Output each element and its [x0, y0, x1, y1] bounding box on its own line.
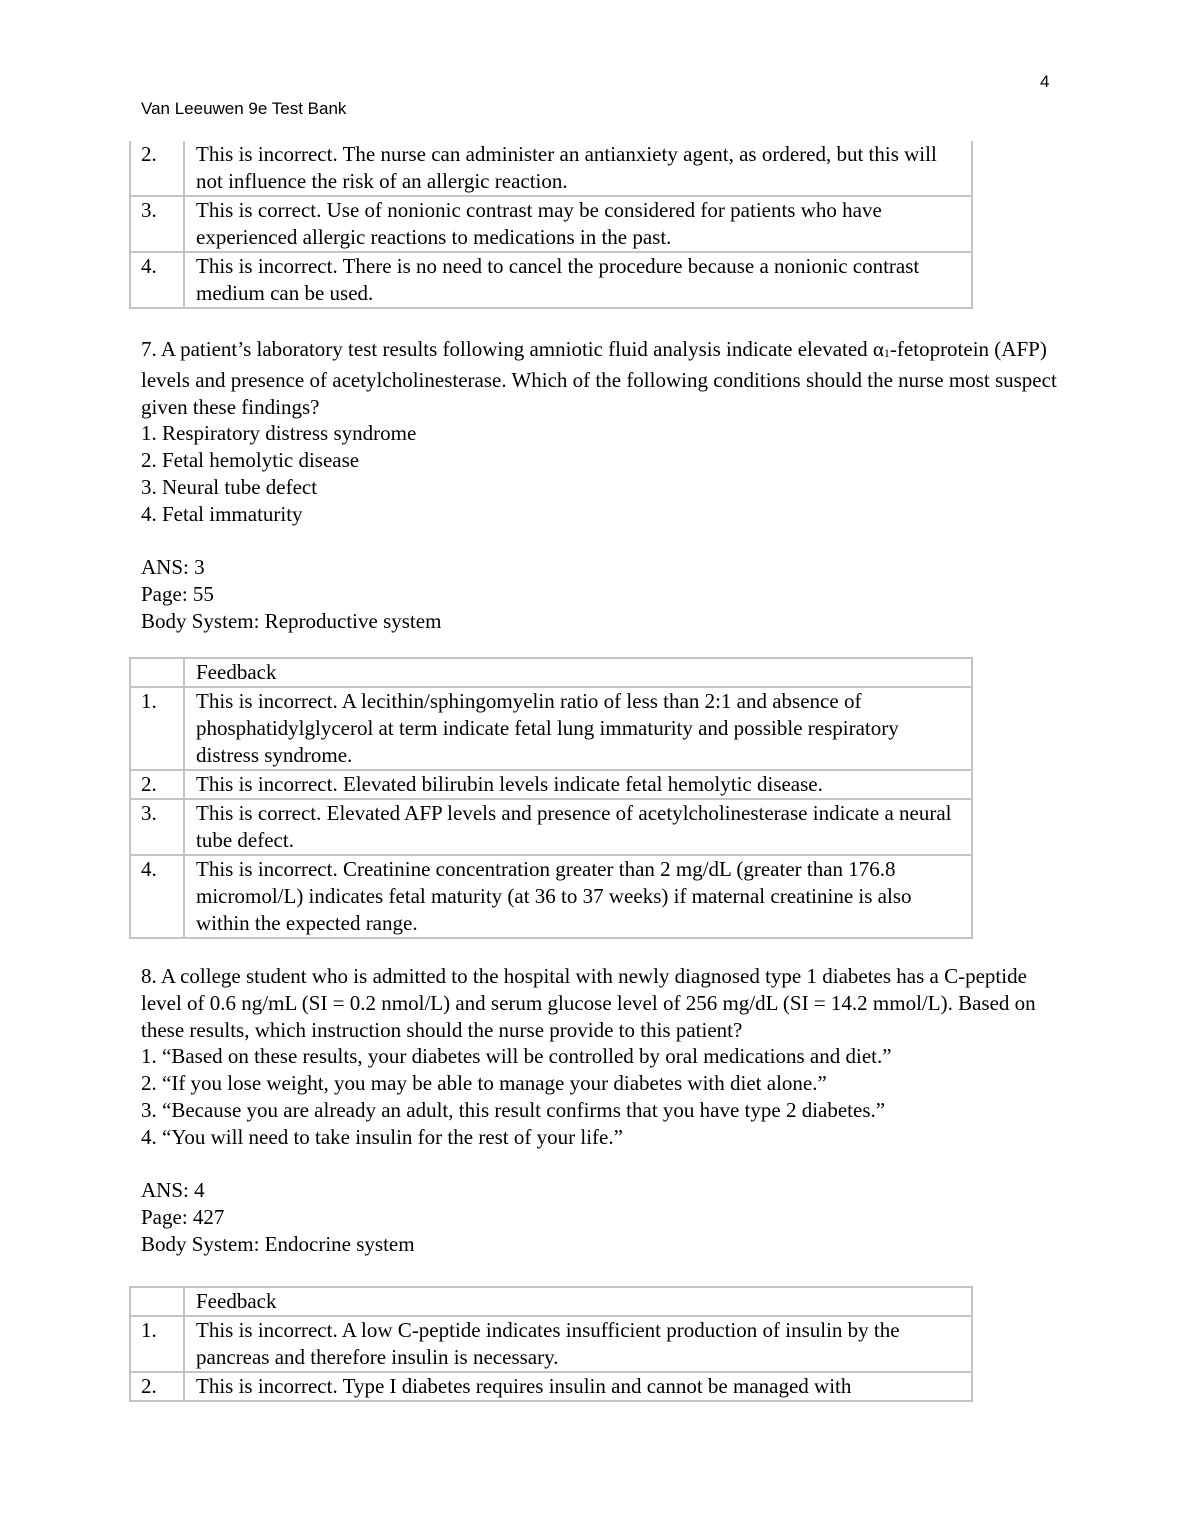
answer-option: 2. Fetal hemolytic disease	[141, 448, 360, 473]
answer-key: ANS: 3	[141, 555, 205, 580]
feedback-text: This is incorrect. Type I diabetes requires insulin and cannot be managed with	[184, 1372, 972, 1401]
row-number: 2.	[130, 141, 184, 196]
page-reference: Page: 55	[141, 582, 214, 607]
body-system: Body System: Reproductive system	[141, 608, 442, 633]
table-row	[130, 141, 972, 196]
previous-feedback-table	[129, 141, 973, 309]
answer-option: 4. Fetal immaturity	[141, 501, 303, 526]
question-7-feedback-table	[129, 657, 973, 939]
page-number: 4	[1040, 72, 1050, 91]
running-header: Van Leeuwen 9e Test Bank	[141, 99, 347, 118]
question-stem: 8. A college student who is admitted to the hospital with newly diagnosed type 1 diabetes has a C-peptide level of 0.6 ng/mL (SI = 0.2 nmol/L) and serum glucose level of 256 mg/dL (SI = 14.2 mmol/L). Based on these results, which instruction should the nurse provide to this patient?	[141, 964, 1036, 1042]
answer-option: 1. Respiratory distress syndrome	[141, 421, 417, 446]
table-row	[130, 855, 972, 938]
row-number: 1.	[130, 687, 184, 770]
feedback-text: This is incorrect. A low C-peptide indicates insufficient production of insulin by the pancreas and therefore insulin is necessary.	[184, 1316, 972, 1372]
table-row	[130, 687, 972, 770]
answer-option: 1. “Based on these results, your diabetes will be controlled by oral medications and diet.”	[141, 1044, 892, 1069]
question-8-feedback-table	[129, 1286, 973, 1402]
answer-option: 2. “If you lose weight, you may be able to manage your diabetes with diet alone.”	[141, 1071, 827, 1096]
body-system: Body System: Endocrine system	[141, 1231, 415, 1256]
table-header-row	[130, 1287, 972, 1316]
table-row	[130, 252, 972, 308]
feedback-text: This is incorrect. A lecithin/sphingomyelin ratio of less than 2:1 and absence of phosphatidylglycerol at term indicate fetal lung immaturity and possible respiratory distress syndrome.	[184, 687, 972, 770]
feedback-header: Feedback	[184, 1287, 972, 1316]
row-number: 3.	[130, 196, 184, 252]
question-8	[141, 963, 1061, 1258]
row-number: 2.	[130, 770, 184, 799]
question-stem: 7. A patient’s laboratory test results following amniotic fluid analysis indicate elevated $\alpha_1$-fetoprotein (AFP) levels and presence of acetylcholinesterase. Which of the following conditions should the nurse most suspect given these findings?	[141, 337, 1057, 419]
page-reference: Page: 427	[141, 1205, 225, 1230]
row-number: 4.	[130, 855, 184, 938]
feedback-text: This is incorrect. There is no need to cancel the procedure because a nonionic contrast medium can be used.	[184, 252, 972, 308]
answer-option: 3. Neural tube defect	[141, 474, 318, 499]
table-header-row	[130, 658, 972, 687]
feedback-text: This is incorrect. The nurse can administer an antianxiety agent, as ordered, but this will not influence the risk of an allergic reaction.	[184, 141, 972, 196]
row-number: 1.	[130, 1316, 184, 1372]
table-row	[130, 799, 972, 855]
table-row	[130, 1316, 972, 1372]
feedback-text: This is correct. Elevated AFP levels and presence of acetylcholinesterase indicate a neural tube defect.	[184, 799, 972, 855]
feedback-text: This is correct. Use of nonionic contrast may be considered for patients who have experienced allergic reactions to medications in the past.	[184, 196, 972, 252]
row-number: 2.	[130, 1372, 184, 1401]
feedback-header: Feedback	[184, 658, 972, 687]
answer-option: 3. “Because you are already an adult, this result confirms that you have type 2 diabetes.”	[141, 1097, 886, 1122]
feedback-text: This is incorrect. Creatinine concentration greater than 2 mg/dL (greater than 176.8 micromol/L) indicates fetal maturity (at 36 to 37 weeks) if maternal creatinine is also within the expected range.	[184, 855, 972, 938]
table-row	[130, 1372, 972, 1401]
feedback-text: This is incorrect. Elevated bilirubin levels indicate fetal hemolytic disease.	[184, 770, 972, 799]
table-row	[130, 196, 972, 252]
answer-key: ANS: 4	[141, 1178, 205, 1203]
question-7	[141, 336, 1061, 635]
answer-option: 4. “You will need to take insulin for the rest of your life.”	[141, 1124, 623, 1149]
row-number: 4.	[130, 252, 184, 308]
row-number: 3.	[130, 799, 184, 855]
table-row	[130, 770, 972, 799]
